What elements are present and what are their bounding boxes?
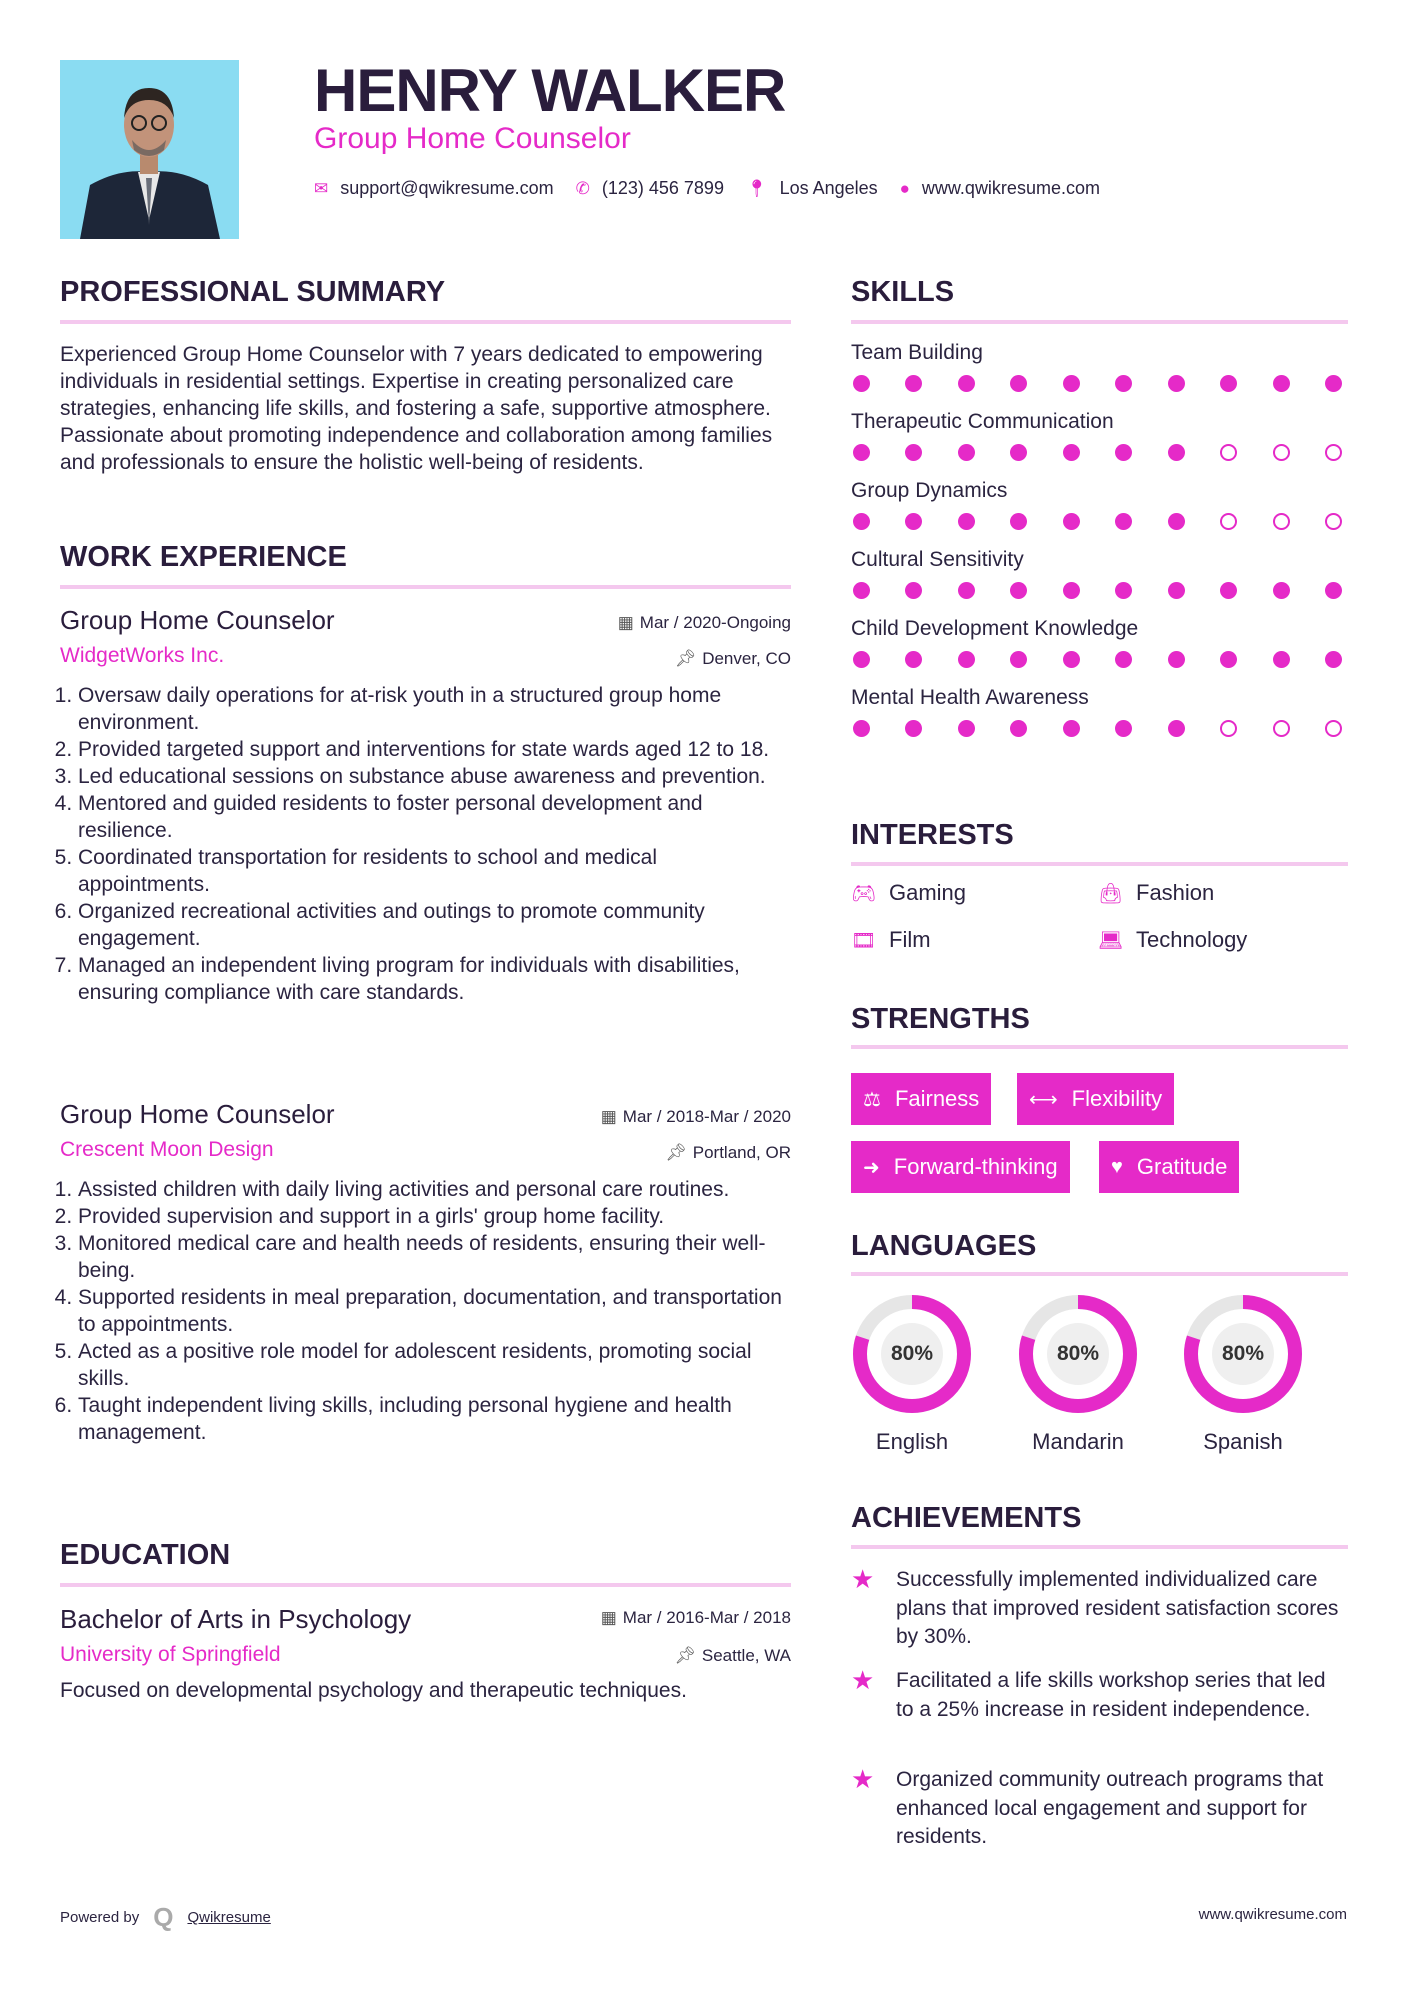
section-divider [60,585,791,589]
bullet-item: 7. Managed an independent living program for individuals with disabilities, ensuring compliance with care standards. [78,952,791,1006]
bullet-item: 1. Oversaw daily operations for at-risk youth in a structured group home environment. [78,682,791,736]
language-item [1182,1293,1304,1455]
rating-dot-empty [1273,513,1290,530]
heart-icon: ♥ [1111,1155,1123,1178]
rating-dot-empty [1273,444,1290,461]
pushpin-icon: 📌︎ [674,649,697,668]
section-divider [851,1272,1348,1276]
rating-dot-filled [958,444,975,461]
strengths-heading: STRENGTHS [851,1003,1030,1035]
strength-label: Flexibility [1071,1086,1163,1111]
profile-photo [60,60,239,239]
candidate-name: HENRY WALKER [314,57,786,124]
skill-rating [851,651,1348,668]
rating-dot-filled [1115,720,1132,737]
rating-dot-filled [853,375,870,392]
star-icon: ★ [851,1764,875,1794]
calendar-icon: ▦ [600,1107,617,1126]
arrow-right-icon: ➜ [863,1156,880,1179]
language-item [1017,1293,1139,1455]
languages-heading: LANGUAGES [851,1230,1037,1262]
rating-dot-filled [905,582,922,599]
achievement-item [851,1766,1348,1852]
rating-dot-filled [853,444,870,461]
gamepad-icon: 🎮︎ [851,882,877,905]
summary-heading: PROFESSIONAL SUMMARY [60,276,446,308]
section-divider [851,320,1348,324]
education-heading: EDUCATION [60,1539,231,1571]
rating-dot-filled [1010,444,1027,461]
interest-technology [1098,927,1247,953]
rating-dot-filled [1063,444,1080,461]
pushpin-icon: 📌︎ [665,1143,687,1162]
skill-rating [851,720,1348,737]
job-date [601,1107,791,1127]
interest-film [851,927,931,953]
job-entry [60,1099,791,1446]
language-percent: 80% [1056,1342,1100,1365]
brand-link[interactable]: Qwikresume [187,1909,271,1926]
bullet-item: 6. Organized recreational activities and outings to promote community engagement. [78,898,791,952]
company-name: Crescent Moon Design [60,1138,274,1161]
rating-dot-filled [1168,720,1185,737]
powered-by-text: Powered by [60,1909,140,1926]
contact-email[interactable]: support@qwikresume.com [340,178,554,198]
job-title: Group Home Counselor [60,605,335,635]
rating-dot-filled [1063,720,1080,737]
skill-name: Mental Health Awareness [851,686,1089,709]
interest-label: Fashion [1136,880,1215,905]
strength-label: Gratitude [1136,1154,1228,1179]
rating-dot-filled [1063,651,1080,668]
skill-name: Cultural Sensitivity [851,548,1024,571]
job-title: Group Home Counselor [60,1099,335,1129]
school: University of Springfield [60,1643,281,1666]
rating-dot-filled [905,444,922,461]
language-percent: 80% [890,1342,934,1365]
rating-dot-filled [958,375,975,392]
section-divider [851,862,1348,866]
star-icon: ★ [851,1564,875,1594]
strength-label: Forward-thinking [893,1154,1058,1179]
rating-dot-filled [905,651,922,668]
date-text: Mar / 2018-Mar / 2020 [622,1107,791,1126]
job-bullets [60,682,791,1006]
rating-dot-filled [1273,375,1290,392]
globe-icon: ● [899,178,910,198]
rating-dot-empty [1273,720,1290,737]
bullet-item: 2. Provided targeted support and interventions for state wards aged 12 to 18. [78,736,791,763]
job-entry [60,605,791,1006]
rating-dot-filled [1063,582,1080,599]
section-divider [60,320,791,324]
rating-dot-filled [905,720,922,737]
language-percent: 80% [1221,1342,1265,1365]
bullet-item: 3. Monitored medical care and health needs of residents, ensuring their well-being. [78,1230,791,1284]
rating-dot-filled [1168,651,1185,668]
rating-dot-filled [1325,375,1342,392]
calendar-icon: ▦ [617,613,634,632]
degree: Bachelor of Arts in Psychology [60,1604,412,1634]
rating-dot-filled [1325,651,1342,668]
rating-dot-empty [1325,513,1342,530]
skill-rating [851,444,1348,461]
job-bullets [60,1176,791,1446]
skills-heading: SKILLS [851,276,955,308]
contact-website[interactable]: www.qwikresume.com [921,178,1100,198]
interest-label: Gaming [889,880,967,905]
skill-name: Team Building [851,341,983,364]
rating-dot-filled [1063,375,1080,392]
job-location [675,649,791,669]
skill-item [851,617,1348,668]
education-location [674,1646,791,1666]
contact-location: Los Angeles [779,178,878,198]
candidate-title: Group Home Counselor [314,122,631,155]
rating-dot-filled [1115,375,1132,392]
rating-dot-filled [1010,720,1027,737]
phone-icon: ✆ [575,178,590,198]
rating-dot-filled [853,513,870,530]
rating-dot-filled [1063,513,1080,530]
achievements-heading: ACHIEVEMENTS [851,1502,1082,1534]
language-name: English [875,1429,949,1454]
skills-list [851,341,1348,755]
strength-forward-thinking [851,1141,1070,1193]
rating-dot-filled [1115,582,1132,599]
rating-dot-filled [958,720,975,737]
interests-heading: INTERESTS [851,819,1014,851]
interest-label: Technology [1136,927,1248,952]
rating-dot-filled [1168,513,1185,530]
bullet-item: 5. Acted as a positive role model for adolescent residents, promoting social skills. [78,1338,791,1392]
rating-dot-filled [1010,513,1027,530]
location-text: Seattle, WA [701,1646,791,1665]
bullet-item: 4. Supported residents in meal preparation, documentation, and transportation to appointments. [78,1284,791,1338]
skill-item [851,548,1348,599]
rating-dot-empty [1325,720,1342,737]
film-icon: 🎞︎ [851,929,877,952]
rating-dot-filled [1115,651,1132,668]
job-date [618,613,791,633]
education-entry [60,1604,791,1704]
rating-dot-empty [1325,444,1342,461]
rating-dot-filled [853,651,870,668]
rating-dot-filled [1115,444,1132,461]
rating-dot-filled [1273,651,1290,668]
skill-item [851,410,1348,461]
arrows-horizontal-icon: ⟷ [1029,1088,1058,1111]
star-icon: ★ [851,1665,875,1695]
qwikresume-logo-icon: Q [153,1902,174,1932]
rating-dot-filled [1010,582,1027,599]
education-description: Focused on developmental psychology and therapeutic techniques. [60,1679,687,1702]
achievement-text: Facilitated a life skills workshop series that led to a 25% increase in resident independence. [896,1669,1326,1721]
rating-dot-filled [905,375,922,392]
rating-dot-filled [1168,582,1185,599]
rating-dot-empty [1220,720,1237,737]
rating-dot-filled [1273,582,1290,599]
language-item [851,1293,973,1455]
rating-dot-filled [1168,444,1185,461]
strength-label: Fairness [894,1086,980,1111]
skill-name: Child Development Knowledge [851,617,1139,640]
achievement-item [851,1667,1348,1724]
bullet-item: 5. Coordinated transportation for residents to school and medical appointments. [78,844,791,898]
interest-label: Film [889,927,931,952]
rating-dot-filled [958,582,975,599]
bullet-item: 3. Led educational sessions on substance abuse awareness and prevention. [78,763,791,790]
rating-dot-filled [1010,375,1027,392]
achievement-item [851,1566,1348,1652]
footer-website[interactable]: www.qwikresume.com [1198,1906,1347,1923]
summary-text: Experienced Group Home Counselor with 7 years dedicated to empowering individuals in residential settings. Expertise in creating personalized care strategies, enhancing life skills, and fostering a safe, supportive atmosphere. Passionate about promoting independence and collaboration among families and professionals to ensure the holistic well-being of residents. [60,343,773,474]
location-text: Portland, OR [692,1143,791,1162]
rating-dot-filled [1325,582,1342,599]
rating-dot-filled [1168,375,1185,392]
strength-fairness [851,1073,991,1125]
language-name: Mandarin [1032,1429,1124,1454]
scale-icon: ⚖ [863,1088,881,1111]
laptop-icon: 💻︎ [1098,929,1124,952]
footer-powered-by [60,1902,271,1933]
bullet-item: 4. Mentored and guided residents to foster personal development and resilience. [78,790,791,844]
pushpin-icon: 📌︎ [674,1646,696,1665]
date-text: Mar / 2020-Ongoing [639,613,791,632]
rating-dot-filled [1220,375,1237,392]
interest-fashion [1098,880,1214,906]
bullet-item: 1. Assisted children with daily living activities and personal care routines. [78,1176,791,1203]
skill-item [851,341,1348,392]
skill-rating [851,375,1348,392]
strength-gratitude [1099,1141,1239,1193]
skill-name: Therapeutic Communication [851,410,1114,433]
contact-bar [314,178,1122,199]
rating-dot-filled [905,513,922,530]
company-name: WidgetWorks Inc. [60,644,225,667]
skill-name: Group Dynamics [851,479,1008,502]
education-date [601,1608,791,1628]
envelope-icon: ✉ [314,178,329,198]
section-divider [60,1583,791,1587]
rating-dot-filled [853,582,870,599]
rating-dot-filled [1115,513,1132,530]
rating-dot-filled [1010,651,1027,668]
skill-item [851,686,1348,737]
rating-dot-empty [1220,444,1237,461]
strength-flexibility [1017,1073,1174,1125]
job-location [665,1143,791,1163]
shopping-bag-icon: 👜︎ [1098,882,1124,905]
date-text: Mar / 2016-Mar / 2018 [622,1608,791,1627]
section-divider [851,1045,1348,1049]
rating-dot-filled [958,513,975,530]
achievement-text: Successfully implemented individualized care plans that improved resident satisfaction scores by 30%. [896,1568,1339,1648]
rating-dot-filled [1220,582,1237,599]
calendar-icon: ▦ [600,1608,617,1627]
achievement-text: Organized community outreach programs that enhanced local engagement and support for residents. [896,1768,1324,1848]
skill-rating [851,513,1348,530]
interest-gaming [851,880,966,906]
location-text: Denver, CO [702,649,791,668]
section-divider [851,1545,1348,1549]
skill-rating [851,582,1348,599]
contact-phone: (123) 456 7899 [601,178,724,198]
bullet-item: 2. Provided supervision and support in a girls' group home facility. [78,1203,791,1230]
language-name: Spanish [1203,1429,1283,1454]
map-pin-icon: 📍︎ [745,178,768,198]
rating-dot-filled [1220,651,1237,668]
bullet-item: 6. Taught independent living skills, including personal hygiene and health management. [78,1392,791,1446]
rating-dot-empty [1220,513,1237,530]
skill-item [851,479,1348,530]
experience-heading: WORK EXPERIENCE [60,541,347,573]
rating-dot-filled [853,720,870,737]
rating-dot-filled [958,651,975,668]
